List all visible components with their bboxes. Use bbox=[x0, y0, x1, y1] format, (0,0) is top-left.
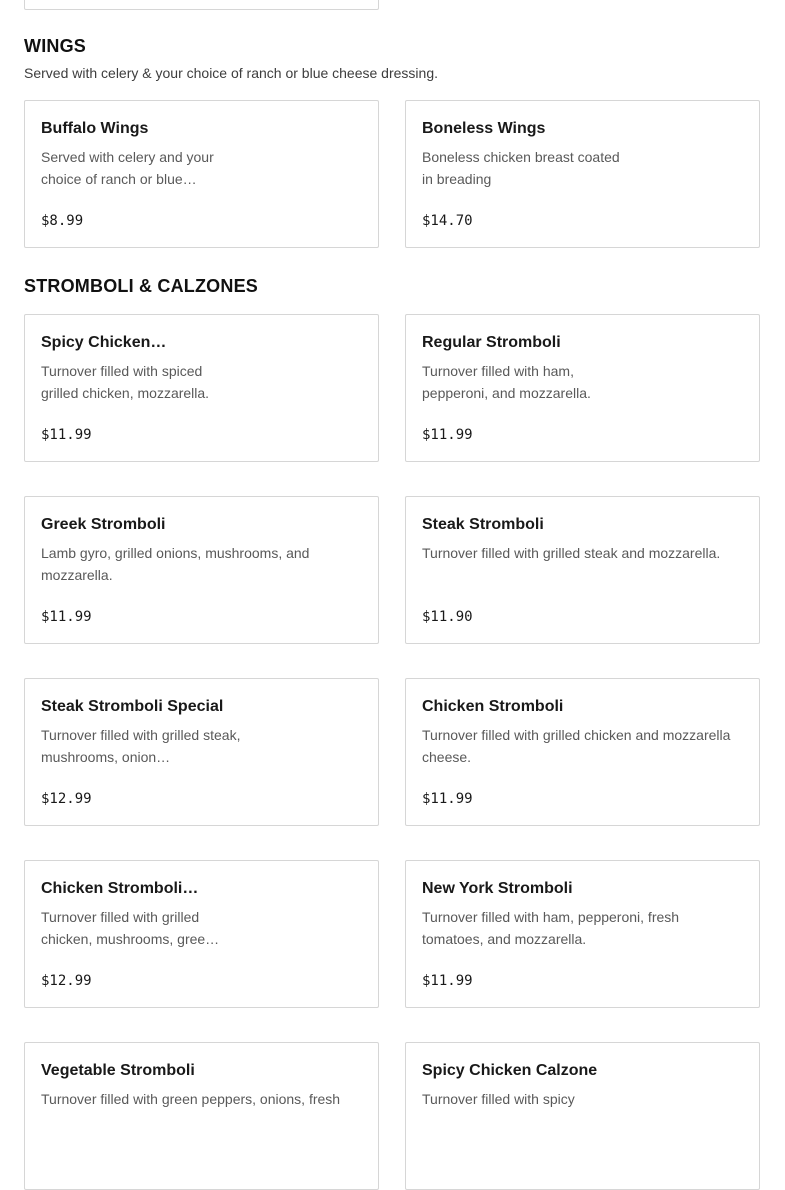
item-name: Vegetable Stromboli bbox=[41, 1062, 195, 1079]
item-description: Turnover filled with green peppers, onions, fresh bbox=[41, 1091, 341, 1107]
item-name: Chicken Stromboli bbox=[422, 698, 564, 715]
item-price: $12.99 bbox=[41, 791, 92, 807]
item-name: Greek Stromboli bbox=[41, 516, 166, 533]
item-description: Turnover filled with grilled steak and mozzarella. bbox=[422, 545, 721, 561]
item-description: Turnover filled with spiced grilled chicken, mozzarella. bbox=[41, 363, 210, 401]
section-subtitle-wings: Served with celery & your choice of ranch or blue cheese dressing. bbox=[24, 65, 438, 81]
menu-item-card[interactable] bbox=[24, 100, 379, 248]
item-price: $11.90 bbox=[422, 609, 473, 625]
item-price: $11.99 bbox=[41, 609, 92, 625]
item-description: Boneless chicken breast coated in breading bbox=[422, 149, 620, 187]
item-name: Boneless Wings bbox=[422, 120, 546, 137]
item-name: Buffalo Wings bbox=[41, 120, 149, 137]
item-name: Spicy Chicken Calzone bbox=[422, 1062, 598, 1079]
item-name: Spicy Chicken… bbox=[41, 334, 167, 351]
item-description: Turnover filled with grilled steak, mushrooms, onion… bbox=[41, 727, 241, 765]
menu-item-card[interactable] bbox=[24, 496, 379, 644]
item-description: Turnover filled with ham, pepperoni, fresh tomatoes, and mozzarella. bbox=[422, 909, 680, 947]
menu-item-card[interactable] bbox=[24, 1042, 379, 1190]
item-price: $8.99 bbox=[41, 213, 84, 229]
menu-item-card[interactable] bbox=[405, 100, 760, 248]
item-price: $11.99 bbox=[422, 973, 473, 989]
item-description: Turnover filled with grilled chicken and mozzarella cheese. bbox=[422, 727, 731, 765]
menu-item-card[interactable] bbox=[405, 678, 760, 826]
item-name: Steak Stromboli Special bbox=[41, 698, 224, 715]
menu-item-card[interactable] bbox=[405, 860, 760, 1008]
item-description: Lamb gyro, grilled onions, mushrooms, and mozzarella. bbox=[41, 545, 310, 583]
item-name: Steak Stromboli bbox=[422, 516, 544, 533]
menu-item-card[interactable] bbox=[24, 314, 379, 462]
menu-item-card[interactable] bbox=[405, 496, 760, 644]
menu-item-card-partial[interactable] bbox=[24, 0, 379, 10]
menu-item-card[interactable] bbox=[24, 860, 379, 1008]
item-description: Turnover filled with grilled chicken, mushrooms, gree… bbox=[41, 909, 220, 947]
item-name: New York Stromboli bbox=[422, 880, 573, 897]
menu-item-card[interactable] bbox=[405, 314, 760, 462]
item-price: $11.99 bbox=[422, 791, 473, 807]
menu-item-card[interactable] bbox=[405, 1042, 760, 1190]
item-price: $14.70 bbox=[422, 213, 473, 229]
item-name: Chicken Stromboli… bbox=[41, 880, 199, 897]
item-description: Served with celery and your choice of ranch or blue… bbox=[41, 149, 214, 187]
section-title-stromboli-calzones: STROMBOLI & CALZONES bbox=[24, 276, 258, 296]
item-price: $11.99 bbox=[41, 427, 92, 443]
item-name: Regular Stromboli bbox=[422, 334, 561, 351]
item-price: $12.99 bbox=[41, 973, 92, 989]
section-title-wings: WINGS bbox=[24, 36, 86, 56]
item-description: Turnover filled with spicy bbox=[422, 1091, 575, 1107]
item-price: $11.99 bbox=[422, 427, 473, 443]
menu-item-card[interactable] bbox=[24, 678, 379, 826]
item-description: Turnover filled with ham, pepperoni, and mozzarella. bbox=[422, 363, 591, 401]
